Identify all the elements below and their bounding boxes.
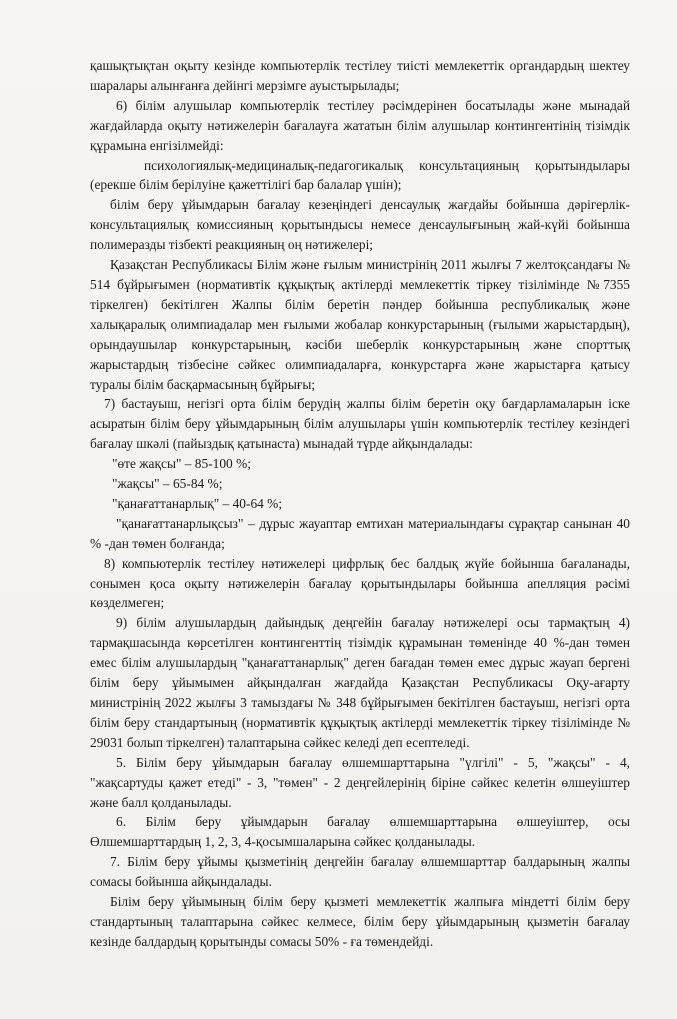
paragraph-section-5: 5. Білім беру ұйымдарын бағалау өлшемшарттарына "үлгілі" - 5, "жақсы" - 4, "жақсартуды қажет етеді" - 3, "төмен" - 2 деңгейлерінің біріне сәйкес келетін өлшеуіштер және балл қолданылады. bbox=[90, 754, 630, 810]
paragraph-section-7: 7. Білім беру ұйымы қызметінің деңгейін бағалау өлшемшарттар балдарының жалпы сомасы бойынша айқындалады. bbox=[90, 854, 630, 890]
grade-good: "жақсы" – 65-84 %; bbox=[112, 476, 223, 492]
paragraph-item-6: 6) білім алушылар компьютерлік тестілеу рәсімдерінен босатылады және мынадай жағдайларда оқыту нәтижелерін бағалауға жататын білім алушылар контингентінің тізімдік құрамына енгізілмейді: bbox=[90, 97, 630, 153]
grade-unsatisfactory: "қанағаттанарлықсыз" – дұрыс жауаптар емтихан материалындағы сұрақтар санынан 40 % -дан төмен болғанда; bbox=[90, 515, 630, 551]
paragraph-item-7: 7) бастауыш, негізгі орта білім берудің жалпы білім беретін оқу бағдарламаларын іске асыратын білім беру ұйымдарының білім алушылары үшін компьютерлік тестілеу кезіндегі бағалау шкәлі (пайыздық қатынаста) мынадай түрде айқындалады: bbox=[90, 396, 630, 452]
grade-satisfactory: "қанағаттанарлық" – 40-64 %; bbox=[112, 495, 283, 511]
grade-excellent: "өте жақсы" – 85-100 %; bbox=[112, 456, 251, 472]
paragraph-1: қашықтықтан оқыту кезінде компьютерлік тестілеу тиісті мемлекеттік органдардың шектеу шаралары алынғанға дейінгі мерзімге ауыстырылады; bbox=[90, 58, 630, 93]
paragraph-section-6: 6. Білім беру ұйымдарын бағалау өлшемшарттарына өлшеуіштер, осы Өлшемшарттардың 1, 2, 3, 4-қосымшаларына сәйкес қолданылады. bbox=[90, 814, 630, 850]
paragraph-item-8: 8) компьютерлік тестілеу нәтижелері цифрлық бес балдық жүйе бойынша бағаланады, сонымен қоса оқыту нәтижелерін бағалау қорытындылары бойынша апелляция рәсімі көзделмеген; bbox=[90, 555, 630, 611]
document-body bbox=[90, 56, 630, 952]
paragraph-final: Білім беру ұйымының білім беру қызметі мемлекеттік жалпыға міндетті білім беру стандартының талаптарына сәйкес келмесе, білім беру ұйымдарының қызметін бағалау кезінде балдардың қорытынды сомасы 50% - ға төмендейді. bbox=[90, 894, 630, 949]
paragraph-olympiads: Қазақстан Республикасы Білім және ғылым министрінің 2011 жылғы 7 желтоқсандағы № 514 бұйрығымен (нормативтік құқықтық актілерді мемлекеттік тіркеу тізілімінде №7355 тіркелген) бекітілген Жалпы білім беретін пәндер бойынша республикалық және халықаралық олимпиадалар мен ғылыми жобалар конкурстарының (ғылыми жарыстардың), орындаушылар конкурстарының, кәсіби шеберлік конкурстарының және спорттық жарыстардың тізбесіне сәйкес олимпиадаларға, конкурстарға және жарыстарға қатысу туралы білім басқармасының бұйрығы; bbox=[90, 257, 630, 392]
paragraph-item-9: 9) білім алушылардың дайындық деңгейін бағалау нәтижелері осы тармақтың 4) тармақшасында көрсетілген контингенттің тізімдік құрамынан төменінде 40 %-дан төмен емес білім алушылардың "қанағаттанарлық" деген бағадан төмен емес дұрыс жауап бергені білім беру ұйымымен айқындалған жағдайда Қазақстан Республикасы Оқу-ағарту министрінің 2022 жылғы 3 тамыздағы № 348 бұйрығымен бекітілген бастауыш, негізгі орта білім беру стандартының (нормативтік құқықтық актілерді мемлекеттік тіркеу тізілімінде № 29031 болып тіркелген) талаптарына сәйкес келеді деп есептеледі. bbox=[90, 615, 630, 750]
paragraph-pmpk: психологиялық-медициналық-педагогикалық консультацияның қорытындылары (ерекше білім берілуіне қажеттілігі бар балалар үшін); bbox=[90, 157, 630, 193]
paragraph-medical: білім беру ұйымдарын бағалау кезеңіндегі денсаулық жағдайы бойынша дәрігерлік-консультациялық комиссияның қорытындысы немесе денсаулығының жай-күйі бойынша полимеразды тізбекті реакцияның оң нәтижелері; bbox=[90, 197, 630, 253]
